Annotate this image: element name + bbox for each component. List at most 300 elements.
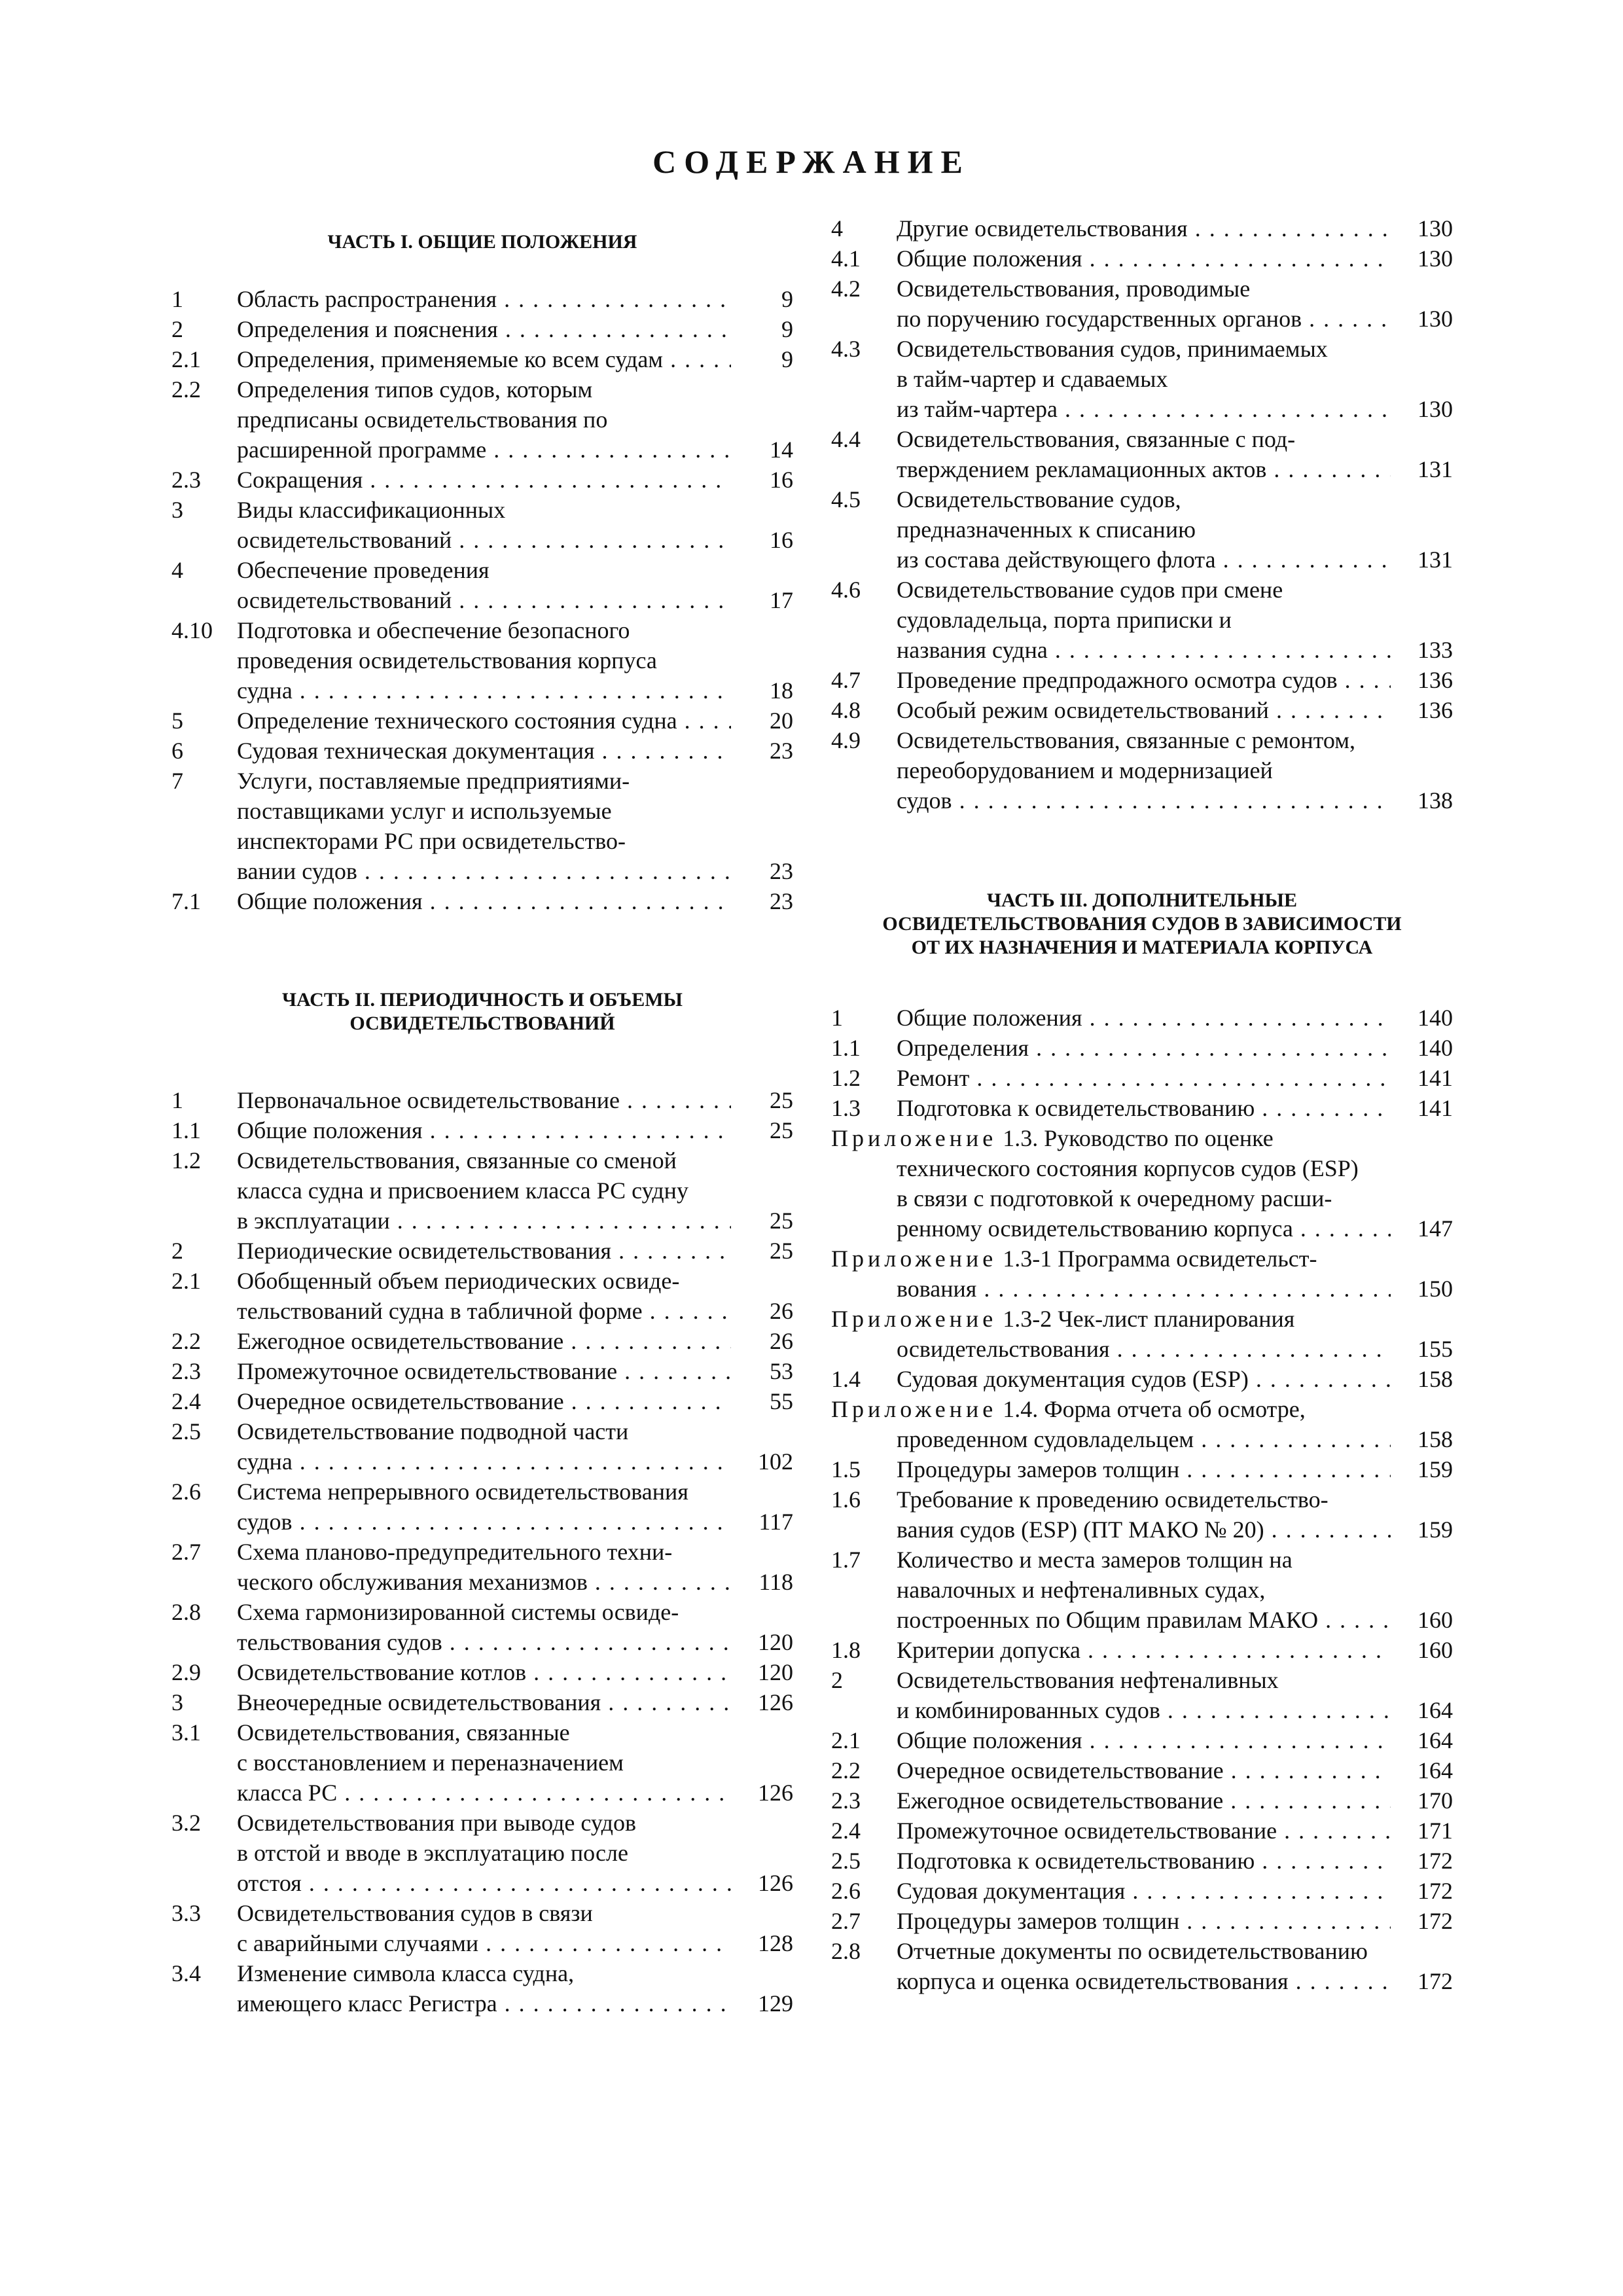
toc-entry-line: и комбинированных судов . . . xyxy=(897,1695,1391,1725)
toc-entry-title xyxy=(897,1725,1391,1755)
toc-page-number: 159 xyxy=(1418,1456,1453,1482)
toc-page-number: 172 xyxy=(1418,1878,1453,1904)
toc-entry-line: Отчетные документы по освидетельствованию xyxy=(897,1938,1368,1964)
toc-page-number: 25 xyxy=(770,1208,793,1234)
section-heading-line: ОСВИДЕТЕЛЬСТВОВАНИЯ СУДОВ В ЗАВИСИМОСТИ xyxy=(882,913,1402,935)
toc-page-number: 120 xyxy=(758,1659,793,1685)
toc-entry-title xyxy=(897,1936,1391,1996)
toc-entry-line: Освидетельствования при выводе судов xyxy=(237,1810,636,1836)
toc-entry-title xyxy=(897,1093,1391,1123)
toc-entry-number: 3.2 xyxy=(171,1810,201,1836)
toc-entry-line: судна . . . xyxy=(237,1446,731,1477)
toc-entry-number: 4.3 xyxy=(831,336,861,362)
toc-entry-title xyxy=(897,1755,1391,1785)
toc-entry-title xyxy=(237,1326,731,1356)
toc-page-number: 171 xyxy=(1418,1818,1453,1844)
toc-entry-title xyxy=(897,334,1391,424)
toc-entry-number: 2.3 xyxy=(831,1787,861,1814)
toc-entry-line: освидетельствований . . . xyxy=(237,585,731,615)
toc-entry-line: поставщиками услуг и используемые xyxy=(237,798,612,824)
toc-page-number: 141 xyxy=(1418,1065,1453,1091)
toc-entry-line: предназначенных к списанию xyxy=(897,516,1196,543)
toc-entry-line: в тайм-чартер и сдаваемых xyxy=(897,366,1168,392)
toc-entry-number: 2.8 xyxy=(831,1938,861,1964)
toc-entry-number: 2.7 xyxy=(171,1539,201,1565)
toc-entry-line: Определения типов судов, которым xyxy=(237,376,593,403)
toc-entry-line: Очередное освидетельствование . . . xyxy=(237,1386,731,1416)
toc-entry-number: 3 xyxy=(171,1689,183,1715)
toc-page-number: 147 xyxy=(1418,1215,1453,1242)
toc-entry-line: класса судна и присвоением класса РС судну xyxy=(237,1177,688,1204)
toc-entry-number: 2.2 xyxy=(171,376,201,403)
toc-entry-title xyxy=(831,1244,1391,1304)
toc-page-number: 140 xyxy=(1418,1035,1453,1061)
toc-entry-title xyxy=(897,1454,1391,1484)
toc-page-number: 164 xyxy=(1418,1757,1453,1784)
toc-page-number: 160 xyxy=(1418,1637,1453,1663)
toc-entry-title xyxy=(237,1145,731,1236)
toc-entry-title xyxy=(897,1545,1391,1635)
appendix-heading xyxy=(831,1304,1391,1334)
toc-page-number: 159 xyxy=(1418,1516,1453,1543)
toc-entry-line: Изменение символа класса судна, xyxy=(237,1960,575,1986)
toc-page-number: 25 xyxy=(770,1087,793,1113)
toc-entry-line: инспекторами РС при освидетельство- xyxy=(237,828,626,854)
toc-entry-number: 6 xyxy=(171,738,183,764)
toc-page-number: 150 xyxy=(1418,1276,1453,1302)
toc-entry-title xyxy=(897,243,1391,274)
toc-page-number: 126 xyxy=(758,1780,793,1806)
toc-page-number: 129 xyxy=(758,1990,793,2017)
toc-entry-title xyxy=(237,374,731,465)
toc-entry-title xyxy=(897,665,1391,695)
toc-entry-line: Подготовка и обеспечение безопасного xyxy=(237,617,630,643)
toc-entry-line: технического состояния корпусов судов (ESP) xyxy=(897,1155,1359,1181)
toc-entry-number: 4.7 xyxy=(831,667,861,693)
toc-entry-title xyxy=(831,1123,1391,1244)
toc-entry-line: освидетельствований . . . xyxy=(237,525,731,555)
toc-entry-line: с аварийными случаями . . . xyxy=(237,1928,731,1958)
toc-entry-line: Схема планово-предупредительного техни- xyxy=(237,1539,673,1565)
toc-page-number: 53 xyxy=(770,1358,793,1384)
toc-entry-title xyxy=(897,1665,1391,1725)
toc-entry-title xyxy=(237,1236,731,1266)
toc-entry-line: Освидетельствования, связанные со сменой xyxy=(237,1147,677,1174)
toc-entry-title xyxy=(237,1657,731,1687)
toc-page-number: 136 xyxy=(1418,697,1453,723)
toc-entry-number: 3 xyxy=(171,497,183,523)
toc-entry-title xyxy=(237,886,731,916)
section-heading xyxy=(171,988,793,1035)
toc-entry-number: 2.1 xyxy=(171,346,201,372)
page-title: СОДЕРЖАНИЕ xyxy=(652,143,971,180)
toc-entry-title xyxy=(237,1477,731,1537)
toc-entry-title xyxy=(237,1085,731,1115)
toc-entry-number: 4.8 xyxy=(831,697,861,723)
toc-entry-title xyxy=(237,465,731,495)
toc-page-number: 130 xyxy=(1418,396,1453,422)
toc-entry-number: 1.5 xyxy=(831,1456,861,1482)
toc-entry-line: тельствований судна в табличной форме . . . xyxy=(237,1296,731,1326)
toc-entry-title xyxy=(237,766,731,886)
toc-entry-title xyxy=(897,1484,1391,1545)
toc-entry-line: Общие положения . . . xyxy=(897,1003,1391,1033)
toc-entry-number: 3.4 xyxy=(171,1960,201,1986)
toc-entry-line: Освидетельствования судов в связи xyxy=(237,1900,593,1926)
toc-entry-line: Общие положения . . . xyxy=(237,1115,731,1145)
toc-entry-line: Особый режим освидетельствований . . . xyxy=(897,695,1391,725)
toc-page-number: 20 xyxy=(770,708,793,734)
section-heading-line: ЧАСТЬ III. ДОПОЛНИТЕЛЬНЫЕ xyxy=(986,889,1297,911)
toc-entry-line: тельствования судов . . . xyxy=(237,1627,731,1657)
toc-entry-line: Освидетельствование котлов . . . xyxy=(237,1657,731,1687)
toc-entry-number: 2.9 xyxy=(171,1659,201,1685)
toc-page-number: 172 xyxy=(1418,1908,1453,1934)
toc-entry-title xyxy=(237,495,731,555)
toc-entry-line: переоборудованием и модернизацией xyxy=(897,757,1273,783)
toc-entry-line: Ежегодное освидетельствование . . . xyxy=(897,1785,1391,1816)
toc-entry-number: 2 xyxy=(831,1667,843,1693)
toc-page-number: 9 xyxy=(781,346,793,372)
toc-page-number: 136 xyxy=(1418,667,1453,693)
toc-entry-title xyxy=(897,424,1391,484)
toc-entry-line: Услуги, поставляемые предприятиями- xyxy=(237,768,630,794)
toc-entry-title xyxy=(831,1304,1391,1364)
toc-entry-line: в связи с подготовкой к очередному расши- xyxy=(897,1185,1332,1211)
toc-entry-number: 2.4 xyxy=(831,1818,861,1844)
toc-page-number: 16 xyxy=(770,527,793,553)
toc-entry-number: 1.7 xyxy=(831,1547,861,1573)
toc-page-number: 55 xyxy=(770,1388,793,1414)
toc-entry-title xyxy=(237,1115,731,1145)
toc-entry-line: Очередное освидетельствование . . . xyxy=(897,1755,1391,1785)
toc-entry-line: тверждением рекламационных актов . . . xyxy=(897,454,1391,484)
toc-entry-line: Внеочередные освидетельствования . . . xyxy=(237,1687,731,1717)
toc-entry-number: 4.9 xyxy=(831,727,861,753)
appendix-label: Приложение xyxy=(831,1125,997,1151)
toc-entry-number: 7 xyxy=(171,768,183,794)
toc-entry-line: Другие освидетельствования . . . xyxy=(897,213,1391,243)
toc-entry-line: Определение технического состояния судна . . . xyxy=(237,706,731,736)
toc-entry-title xyxy=(237,1898,731,1958)
appendix-heading xyxy=(831,1123,1391,1153)
toc-entry-title xyxy=(897,1876,1391,1906)
toc-page-number: 130 xyxy=(1418,215,1453,242)
toc-entry-number: 2.5 xyxy=(171,1418,201,1444)
toc-entry-line: корпуса и оценка освидетельствования . . . xyxy=(897,1966,1391,1996)
toc-entry-line: Определения и пояснения . . . xyxy=(237,314,731,344)
toc-page-number: 130 xyxy=(1418,245,1453,272)
toc-entry-title xyxy=(237,706,731,736)
toc-entry-line: освидетельствования . . . xyxy=(897,1334,1391,1364)
section-heading-line: ОТ ИХ НАЗНАЧЕНИЯ И МАТЕРИАЛА КОРПУСА xyxy=(911,937,1373,958)
toc-entry-line: Освидетельствование судов при смене xyxy=(897,577,1283,603)
toc-entry-title xyxy=(237,736,731,766)
toc-entry-line: Судовая документация судов (ESP) . . . xyxy=(897,1364,1391,1394)
toc-entry-number: 1 xyxy=(171,286,183,312)
toc-entry-number: 1 xyxy=(171,1087,183,1113)
toc-entry-title xyxy=(237,344,731,374)
toc-entry-line: Судовая техническая документация . . . xyxy=(237,736,731,766)
toc-entry-line: названия судна . . . xyxy=(897,635,1391,665)
toc-page-number: 138 xyxy=(1418,787,1453,814)
toc-entry-number: 2.1 xyxy=(831,1727,861,1753)
toc-entry-number: 2 xyxy=(171,316,183,342)
toc-entry-title xyxy=(237,1808,731,1898)
toc-entry-number: 4.2 xyxy=(831,276,861,302)
section-heading xyxy=(831,889,1453,960)
toc-entry-number: 4.4 xyxy=(831,426,861,452)
toc-entry-line: вании судов . . . xyxy=(237,856,731,886)
toc-entry-number: 4.10 xyxy=(171,617,213,643)
toc-entry-number: 4.6 xyxy=(831,577,861,603)
appendix-title-start: 1.3-1 Программа освидетельст- xyxy=(997,1246,1317,1272)
section-heading xyxy=(171,230,793,254)
toc-entry-line: Общие положения . . . xyxy=(897,243,1391,274)
toc-entry-title xyxy=(237,555,731,615)
toc-entry-number: 2.6 xyxy=(171,1479,201,1505)
toc-entry-title xyxy=(237,1266,731,1326)
toc-page-number: 117 xyxy=(758,1509,793,1535)
toc-entry-number: 4.1 xyxy=(831,245,861,272)
toc-entry-line: Ежегодное освидетельствование . . . xyxy=(237,1326,731,1356)
toc-entry-number: 4 xyxy=(831,215,843,242)
toc-entry-line: вования . . . xyxy=(897,1274,1391,1304)
toc-entry-line: ренному освидетельствованию корпуса . . . xyxy=(897,1213,1391,1244)
toc-entry-line: Сокращения . . . xyxy=(237,465,731,495)
toc-entry-title xyxy=(237,314,731,344)
toc-entry-number: 2.6 xyxy=(831,1878,861,1904)
toc-entry-title xyxy=(237,1537,731,1597)
toc-entry-line: Процедуры замеров толщин . . . xyxy=(897,1454,1391,1484)
toc-entry-title xyxy=(237,1416,731,1477)
toc-page-number: 158 xyxy=(1418,1366,1453,1392)
toc-entry-line: предписаны освидетельствования по xyxy=(237,406,608,433)
toc-entry-title xyxy=(897,1364,1391,1394)
toc-entry-line: Схема гармонизированной системы освиде- xyxy=(237,1599,679,1625)
toc-page-number: 141 xyxy=(1418,1095,1453,1121)
toc-entry-line: судов . . . xyxy=(897,785,1391,816)
toc-page-number: 172 xyxy=(1418,1968,1453,1994)
toc-entry-line: Освидетельствования, связанные с под- xyxy=(897,426,1296,452)
toc-entry-line: Процедуры замеров толщин . . . xyxy=(897,1906,1391,1936)
appendix-label: Приложение xyxy=(831,1306,997,1332)
toc-entry-number: 3.1 xyxy=(171,1719,201,1746)
toc-entry-line: Количество и места замеров толщин на xyxy=(897,1547,1293,1573)
toc-page-number: 133 xyxy=(1418,637,1453,663)
toc-page-number: 9 xyxy=(781,316,793,342)
toc-page-number: 164 xyxy=(1418,1727,1453,1753)
toc-entry-line: проведенном судовладельцем . . . xyxy=(897,1424,1391,1454)
toc-entry-line: Освидетельствования судов, принимаемых xyxy=(897,336,1328,362)
toc-entry-line: Ремонт . . . xyxy=(897,1063,1391,1093)
toc-entry-number: 1.4 xyxy=(831,1366,861,1392)
toc-entry-number: 2.1 xyxy=(171,1268,201,1294)
section-heading-line: ОСВИДЕТЕЛЬСТВОВАНИЙ xyxy=(349,1013,615,1034)
toc-entry-number: 1.6 xyxy=(831,1486,861,1513)
toc-page-number: 131 xyxy=(1418,547,1453,573)
toc-entry-line: Подготовка к освидетельствованию . . . xyxy=(897,1846,1391,1876)
toc-page-number: 9 xyxy=(781,286,793,312)
toc-entry-line: по поручению государственных органов . . . xyxy=(897,304,1391,334)
toc-entry-title xyxy=(897,1063,1391,1093)
toc-entry-line: ческого обслуживания механизмов . . . xyxy=(237,1567,731,1597)
appendix-heading xyxy=(831,1244,1391,1274)
toc-entry-line: Освидетельствования нефтеналивных xyxy=(897,1667,1279,1693)
toc-entry-line: судна . . . xyxy=(237,675,731,706)
toc-entry-line: Судовая документация . . . xyxy=(897,1876,1391,1906)
toc-page-number: 16 xyxy=(770,467,793,493)
toc-entry-number: 1.1 xyxy=(831,1035,861,1061)
toc-entry-line: Определения, применяемые ко всем судам . . . xyxy=(237,344,731,374)
toc-page-number: 155 xyxy=(1418,1336,1453,1362)
toc-entry-line: Область распространения . . . xyxy=(237,284,731,314)
toc-page-number: 158 xyxy=(1418,1426,1453,1452)
toc-entry-line: Периодические освидетельствования . . . xyxy=(237,1236,731,1266)
toc-page-number: 23 xyxy=(770,858,793,884)
toc-entry-number: 2.2 xyxy=(171,1328,201,1354)
toc-entry-number: 2.4 xyxy=(171,1388,201,1414)
toc-entry-line: Обеспечение проведения xyxy=(237,557,490,583)
toc-entry-line: отстоя . . . xyxy=(237,1868,731,1898)
toc-entry-title xyxy=(897,1846,1391,1876)
toc-page-number: 18 xyxy=(770,677,793,704)
toc-entry-title xyxy=(897,695,1391,725)
toc-entry-title xyxy=(237,1717,731,1808)
toc-entry-number: 2.5 xyxy=(831,1848,861,1874)
toc-entry-line: Освидетельствования, связанные xyxy=(237,1719,570,1746)
toc-page-number: 164 xyxy=(1418,1697,1453,1723)
toc-entry-number: 1.1 xyxy=(171,1117,201,1143)
toc-page-number: 130 xyxy=(1418,306,1453,332)
toc-entry-title xyxy=(831,1394,1391,1454)
toc-entry-number: 4 xyxy=(171,557,183,583)
toc-entry-line: из тайм-чартера . . . xyxy=(897,394,1391,424)
toc-entry-line: из состава действующего флота . . . xyxy=(897,545,1391,575)
toc-entry-number: 1.3 xyxy=(831,1095,861,1121)
toc-entry-title xyxy=(897,1003,1391,1033)
toc-page-number: 26 xyxy=(770,1328,793,1354)
toc-entry-number: 1 xyxy=(831,1005,843,1031)
toc-page-number: 23 xyxy=(770,888,793,914)
section-heading-line: ЧАСТЬ I. ОБЩИЕ ПОЛОЖЕНИЯ xyxy=(327,231,637,253)
toc-entry-line: навалочных и нефтеналивных судах, xyxy=(897,1577,1266,1603)
toc-entry-title xyxy=(237,1356,731,1386)
toc-entry-line: Освидетельствование подводной части xyxy=(237,1418,629,1444)
toc-page-number: 14 xyxy=(770,437,793,463)
toc-entry-number: 7.1 xyxy=(171,888,201,914)
toc-entry-number: 2 xyxy=(171,1238,183,1264)
toc-entry-title xyxy=(237,1386,731,1416)
toc-entry-line: судов . . . xyxy=(237,1507,731,1537)
toc-entry-title xyxy=(237,1958,731,2018)
toc-entry-number: 1.2 xyxy=(171,1147,201,1174)
toc-page-number: 172 xyxy=(1418,1848,1453,1874)
toc-entry-line: Виды классификационных xyxy=(237,497,506,523)
toc-entry-number: 5 xyxy=(171,708,183,734)
toc-page-number: 160 xyxy=(1418,1607,1453,1633)
toc-entry-line: Проведение предпродажного осмотра судов . . . xyxy=(897,665,1391,695)
toc-entry-number: 2.3 xyxy=(171,467,201,493)
appendix-heading xyxy=(831,1394,1391,1424)
toc-entry-line: в отстой и вводе в эксплуатацию после xyxy=(237,1840,628,1866)
toc-entry-title xyxy=(897,1816,1391,1846)
toc-entry-number: 1.2 xyxy=(831,1065,861,1091)
toc-page-number: 118 xyxy=(758,1569,793,1595)
appendix-label: Приложение xyxy=(831,1246,997,1272)
appendix-title-start: 1.4. Форма отчета об осмотре, xyxy=(997,1396,1306,1422)
toc-page-number: 170 xyxy=(1418,1787,1453,1814)
toc-entry-line: класса РС . . . xyxy=(237,1778,731,1808)
toc-entry-title xyxy=(237,1597,731,1657)
toc-entry-title xyxy=(237,615,731,706)
toc-page-number: 126 xyxy=(758,1689,793,1715)
appendix-title-start: 1.3-2 Чек-лист планирования xyxy=(997,1306,1295,1332)
toc-entry-title xyxy=(897,1635,1391,1665)
toc-page-number: 131 xyxy=(1418,456,1453,482)
toc-entry-number: 2.8 xyxy=(171,1599,201,1625)
toc-entry-title xyxy=(237,1687,731,1717)
toc-entry-line: судовладельца, порта приписки и xyxy=(897,607,1232,633)
toc-page-number: 25 xyxy=(770,1117,793,1143)
toc-entry-line: Освидетельствования, проводимые xyxy=(897,276,1251,302)
toc-entry-line: Освидетельствование судов, xyxy=(897,486,1181,512)
toc-entry-title xyxy=(897,274,1391,334)
toc-entry-line: Система непрерывного освидетельствования xyxy=(237,1479,688,1505)
toc-entry-line: Промежуточное освидетельствование . . . xyxy=(897,1816,1391,1846)
toc-page-number: 26 xyxy=(770,1298,793,1324)
toc-page-number: 140 xyxy=(1418,1005,1453,1031)
toc-entry-line: Подготовка к освидетельствованию . . . xyxy=(897,1093,1391,1123)
toc-entry-number: 4.5 xyxy=(831,486,861,512)
toc-entry-line: Общие положения . . . xyxy=(897,1725,1391,1755)
toc-page-number: 17 xyxy=(770,587,793,613)
toc-entry-line: в эксплуатации . . . xyxy=(237,1206,731,1236)
toc-page-number: 128 xyxy=(758,1930,793,1956)
toc-page-number: 23 xyxy=(770,738,793,764)
toc-entry-title xyxy=(897,213,1391,243)
toc-entry-line: Промежуточное освидетельствование . . . xyxy=(237,1356,731,1386)
toc-entry-number: 3.3 xyxy=(171,1900,201,1926)
toc-entry-line: с восстановлением и переназначением xyxy=(237,1749,624,1776)
toc-entry-line: Общие положения . . . xyxy=(237,886,731,916)
appendix-title-start: 1.3. Руководство по оценке xyxy=(997,1125,1274,1151)
toc-entry-line: Определения . . . xyxy=(897,1033,1391,1063)
toc-entry-line: Требование к проведению освидетельство- xyxy=(897,1486,1329,1513)
toc-page-number: 126 xyxy=(758,1870,793,1896)
toc-entry-title xyxy=(897,1785,1391,1816)
toc-entry-title xyxy=(237,284,731,314)
toc-page-number: 25 xyxy=(770,1238,793,1264)
section-heading-line: ЧАСТЬ II. ПЕРИОДИЧНОСТЬ И ОБЪЕМЫ xyxy=(281,989,683,1011)
toc-entry-title xyxy=(897,484,1391,575)
toc-entry-line: Освидетельствования, связанные с ремонтом, xyxy=(897,727,1355,753)
appendix-label: Приложение xyxy=(831,1396,997,1422)
toc-entry-number: 2.3 xyxy=(171,1358,201,1384)
toc-entry-line: проведения освидетельствования корпуса xyxy=(237,647,657,673)
toc-entry-number: 1.8 xyxy=(831,1637,861,1663)
toc-entry-line: имеющего класс Регистра . . . xyxy=(237,1988,731,2018)
toc-entry-line: построенных по Общим правилам МАКО . . . xyxy=(897,1605,1391,1635)
toc-page-number: 102 xyxy=(758,1448,793,1475)
toc-page-number: 120 xyxy=(758,1629,793,1655)
toc-entry-title xyxy=(897,575,1391,665)
toc-entry-line: вания судов (ESP) (ПТ МАКО № 20) . . . xyxy=(897,1515,1391,1545)
toc-entry-title xyxy=(897,1906,1391,1936)
toc-entry-line: Первоначальное освидетельствование . . . xyxy=(237,1085,731,1115)
toc-entry-number: 2.2 xyxy=(831,1757,861,1784)
toc-entry-title xyxy=(897,725,1391,816)
